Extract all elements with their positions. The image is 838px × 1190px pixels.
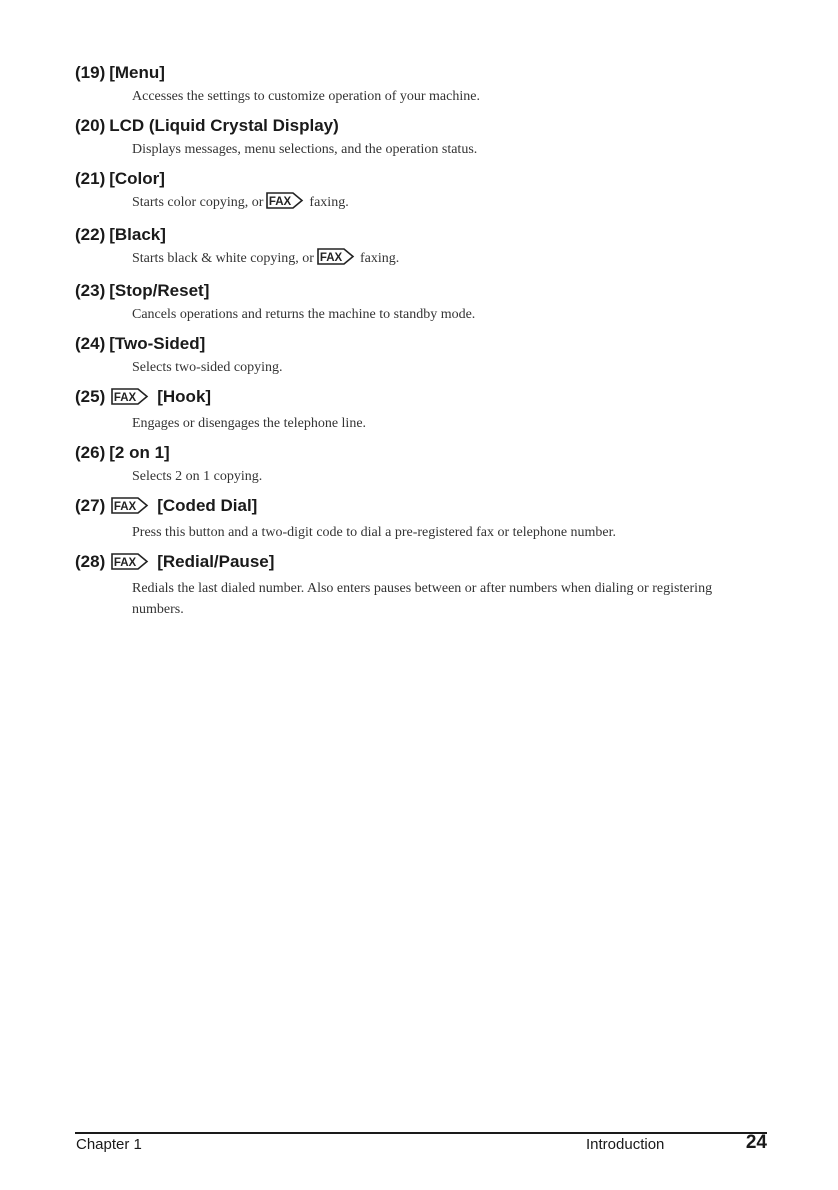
entry-number: (23) bbox=[75, 281, 106, 300]
svg-text:FAX: FAX bbox=[319, 252, 343, 264]
svg-text:FAX: FAX bbox=[114, 501, 137, 513]
entry-number: (21) bbox=[75, 169, 106, 188]
entry-number: (19) bbox=[75, 63, 106, 82]
entry-description: Selects 2 on 1 copying. bbox=[132, 469, 263, 484]
entry-description: Displays messages, menu selections, and the operation status. bbox=[132, 142, 478, 157]
entry-title: [Coded Dial] bbox=[157, 496, 258, 515]
entry-description: Redials the last dialed number. Also enters pauses between or after numbers when dialing or registering numbers. bbox=[132, 581, 713, 617]
document-body bbox=[75, 62, 765, 628]
entry-heading bbox=[75, 115, 765, 137]
svg-text:FAX: FAX bbox=[114, 392, 137, 404]
fax-mode-icon bbox=[317, 248, 357, 272]
entry-color bbox=[75, 168, 765, 216]
footer-section: Introduction bbox=[586, 1136, 665, 1153]
entry-heading bbox=[75, 280, 765, 302]
footer-divider bbox=[75, 1132, 767, 1134]
fax-mode-icon bbox=[111, 497, 151, 520]
entry-hook bbox=[75, 386, 765, 434]
entry-heading bbox=[75, 224, 765, 246]
entry-description: Press this button and a two-digit code to dial a pre-registered fax or telephone number. bbox=[132, 525, 617, 540]
entry-description bbox=[132, 192, 765, 216]
entry-number: (27) bbox=[75, 496, 106, 515]
entry-two-sided bbox=[75, 333, 765, 378]
entry-heading bbox=[75, 62, 765, 84]
entry-heading bbox=[75, 168, 765, 190]
entry-stop-reset bbox=[75, 280, 765, 325]
entry-coded-dial bbox=[75, 495, 765, 543]
entry-heading bbox=[75, 333, 765, 355]
entry-description: Accesses the settings to customize operation of your machine. bbox=[132, 89, 480, 104]
entry-number: (20) bbox=[75, 116, 106, 135]
description-text: Starts black & white copying, or bbox=[132, 251, 314, 266]
entry-description: Cancels operations and returns the machine to standby mode. bbox=[132, 307, 476, 322]
entry-title: [Menu] bbox=[109, 63, 165, 82]
entry-heading bbox=[75, 442, 765, 464]
entry-heading bbox=[75, 551, 765, 576]
entry-number: (22) bbox=[75, 225, 106, 244]
fax-mode-icon bbox=[266, 192, 306, 216]
entry-number: (25) bbox=[75, 387, 106, 406]
entry-heading bbox=[75, 495, 765, 520]
description-text: faxing. bbox=[359, 251, 400, 266]
entry-title: [Color] bbox=[109, 169, 165, 188]
description-text: faxing. bbox=[309, 195, 349, 210]
entry-description bbox=[132, 248, 765, 272]
entry-number: (26) bbox=[75, 443, 106, 462]
entry-description: Selects two-sided copying. bbox=[132, 360, 283, 375]
entry-title: [Redial/Pause] bbox=[157, 552, 275, 571]
entry-black bbox=[75, 224, 765, 272]
svg-text:FAX: FAX bbox=[114, 557, 137, 569]
entry-menu bbox=[75, 62, 765, 107]
fax-mode-icon bbox=[111, 388, 151, 411]
description-text: Starts color copying, or bbox=[132, 195, 264, 210]
entry-title: [2 on 1] bbox=[109, 443, 170, 462]
entry-heading bbox=[75, 386, 765, 411]
entry-title: LCD (Liquid Crystal Display) bbox=[109, 116, 339, 135]
entry-title: [Two-Sided] bbox=[109, 334, 206, 353]
footer-chapter: Chapter 1 bbox=[76, 1136, 142, 1153]
entry-2-on-1 bbox=[75, 442, 765, 487]
entry-description: Engages or disengages the telephone line. bbox=[132, 416, 367, 431]
svg-text:FAX: FAX bbox=[269, 196, 292, 208]
page-number: 24 bbox=[745, 1132, 767, 1153]
entry-title: [Black] bbox=[109, 225, 166, 244]
entry-title: [Hook] bbox=[157, 387, 212, 406]
entry-number: (28) bbox=[75, 552, 106, 571]
entry-redial-pause bbox=[75, 551, 765, 620]
entry-lcd bbox=[75, 115, 765, 160]
entry-number: (24) bbox=[75, 334, 106, 353]
fax-mode-icon bbox=[111, 553, 151, 576]
entry-title: [Stop/Reset] bbox=[109, 281, 210, 300]
